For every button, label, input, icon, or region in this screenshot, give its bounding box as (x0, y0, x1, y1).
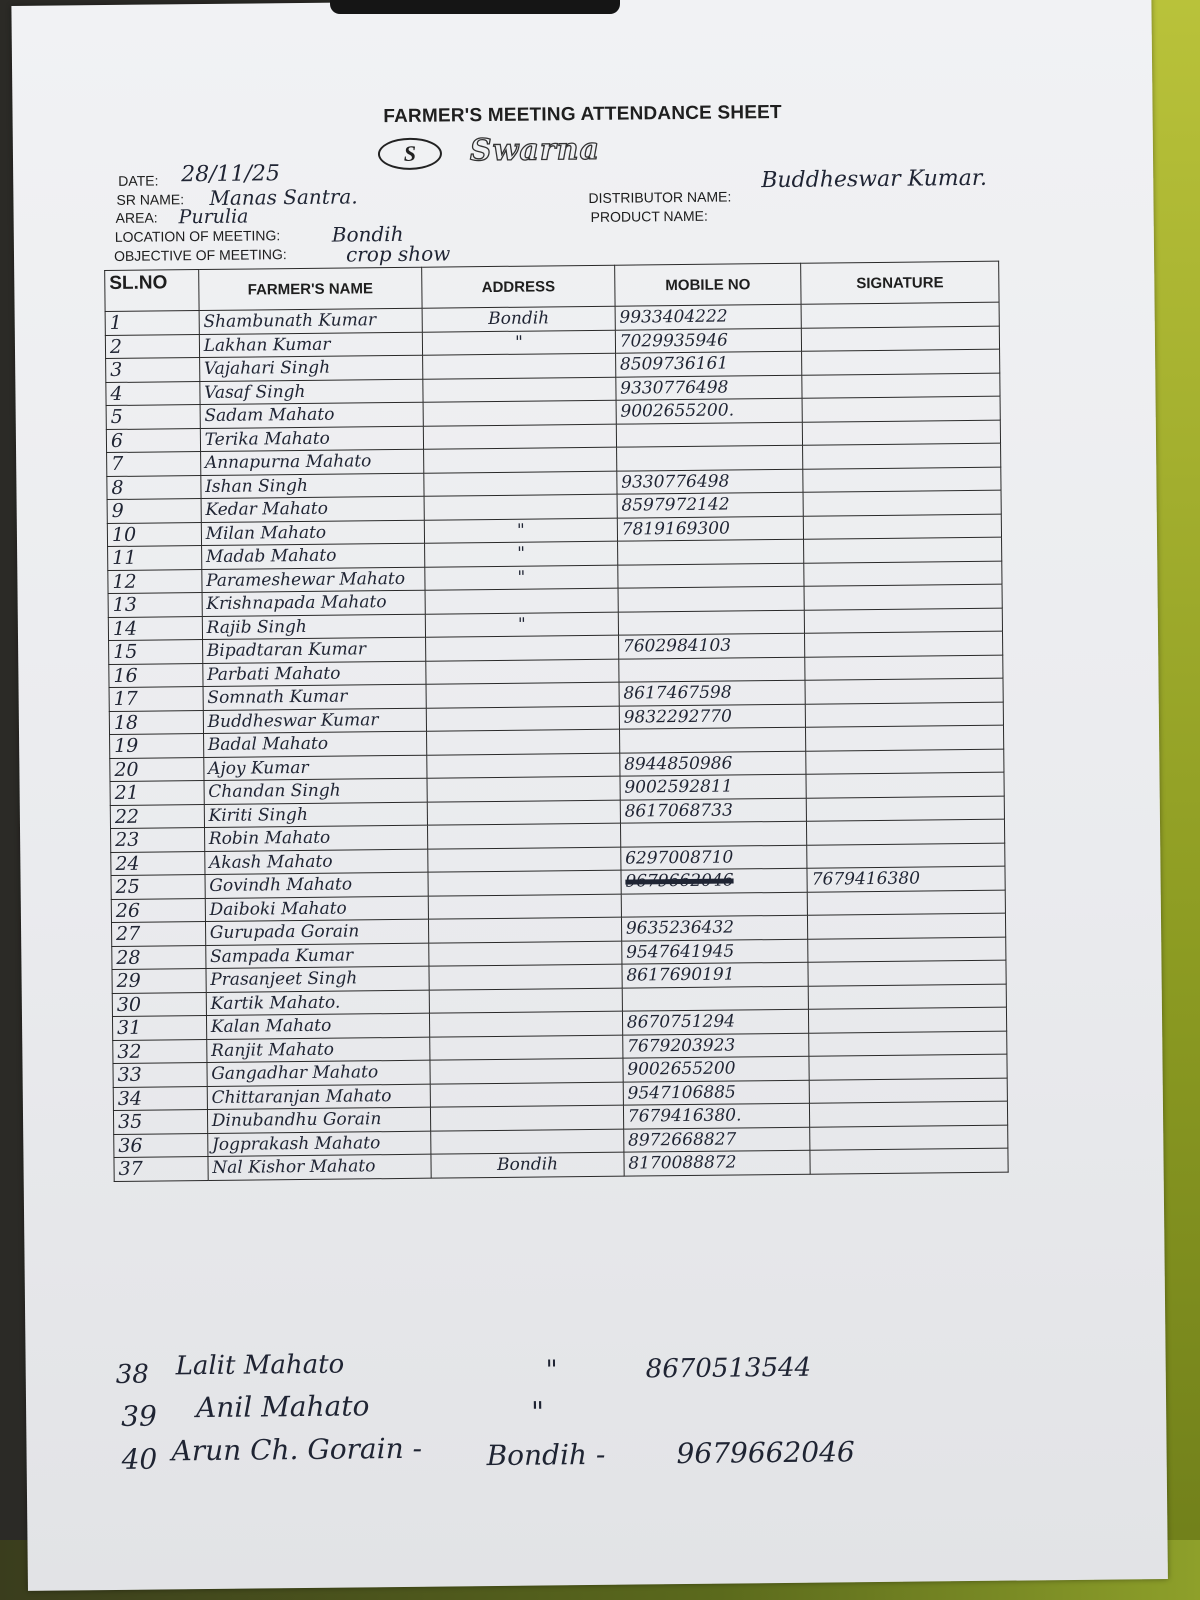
row-address (423, 400, 616, 426)
area-value: Purulia (178, 205, 249, 229)
row-mobile: 7679416380. (623, 1103, 810, 1128)
row-farmer-name: Kiriti Singh (204, 802, 428, 828)
row-address (430, 1082, 623, 1108)
row-signature (802, 349, 1000, 375)
row-signature: 7679416380 (807, 866, 1005, 892)
row-sl-number: 34 (113, 1086, 207, 1110)
attendance-sheet (11, 0, 1168, 1591)
row-mobile: 9832292770 (619, 704, 806, 729)
row-mobile (618, 586, 805, 611)
row-farmer-name: Ajoy Kumar (203, 755, 427, 781)
row-address: Bondih (431, 1152, 624, 1178)
row-mobile: 8509736161 (615, 351, 802, 376)
row-address (427, 729, 620, 755)
row-signature (802, 373, 1000, 399)
distributor-label: DISTRIBUTOR NAME: (588, 188, 732, 206)
row-sl-number: 25 (111, 875, 205, 899)
row-signature (804, 537, 1002, 563)
row-sl-number: 29 (112, 969, 206, 993)
column-header-mobile: MOBILE NO (614, 263, 801, 306)
row-signature (810, 1125, 1008, 1151)
row-address (430, 1035, 623, 1061)
clipboard-clip (330, 0, 620, 14)
row-mobile: 8170088872 (624, 1150, 811, 1175)
row-sl-number: 2 (105, 334, 199, 358)
extra-farmer-name: Anil Mahato (195, 1389, 370, 1425)
row-mobile: 8972668827 (623, 1127, 810, 1152)
row-signature (803, 490, 1001, 516)
row-address (429, 988, 622, 1014)
row-address (424, 447, 617, 473)
row-signature (805, 631, 1003, 657)
row-signature (803, 443, 1001, 469)
distributor-value: Buddheswar Kumar. (761, 165, 988, 194)
row-signature (805, 702, 1003, 728)
row-farmer-name: Prasanjeet Singh (206, 966, 430, 992)
sr-name-label: SR NAME: (116, 191, 185, 208)
row-farmer-name: Kartik Mahato. (206, 990, 430, 1016)
row-farmer-name: Chittaranjan Mahato (207, 1084, 431, 1110)
logo-mark-icon: S (378, 138, 442, 171)
extra-sl-number: 40 (121, 1442, 158, 1476)
row-address (424, 424, 617, 450)
row-sl-number: 8 (107, 475, 201, 499)
row-address (426, 706, 619, 732)
extra-mobile: 9679662046 (676, 1435, 855, 1471)
row-mobile (622, 986, 809, 1011)
row-signature (805, 678, 1003, 704)
row-sl-number: 1 (105, 311, 199, 335)
row-sl-number: 36 (114, 1133, 208, 1157)
row-address (429, 941, 622, 967)
row-farmer-name: Akash Mahato (204, 849, 428, 875)
row-mobile: 9002655200 (623, 1056, 810, 1081)
row-sl-number: 32 (113, 1039, 207, 1063)
row-address (430, 1011, 623, 1037)
row-sl-number: 15 (109, 640, 203, 664)
column-header-signature: SIGNATURE (801, 261, 999, 304)
row-signature (808, 937, 1006, 963)
row-mobile: 9330776498 (616, 375, 803, 400)
row-farmer-name: Milan Mahato (201, 520, 425, 546)
row-address (426, 682, 619, 708)
row-address (431, 1129, 624, 1155)
row-signature (806, 772, 1004, 798)
row-farmer-name: Shambunath Kumar (199, 308, 423, 334)
row-address: Bondih (422, 306, 615, 332)
row-sl-number: 19 (110, 734, 204, 758)
row-farmer-name: Kedar Mahato (201, 496, 425, 522)
row-sl-number: 28 (112, 945, 206, 969)
column-header-name: FARMER'S NAME (198, 267, 422, 310)
row-signature (801, 302, 999, 328)
extra-sl-number: 38 (115, 1359, 149, 1390)
row-farmer-name: Somnath Kumar (203, 684, 427, 710)
row-signature (810, 1148, 1008, 1174)
row-sl-number: 6 (106, 428, 200, 452)
row-address: " (425, 612, 618, 638)
row-address (427, 753, 620, 779)
row-signature (809, 1078, 1007, 1104)
row-address (431, 1105, 624, 1131)
row-signature (806, 749, 1004, 775)
row-mobile: 7602984103 (618, 633, 805, 658)
row-signature (808, 984, 1006, 1010)
row-mobile: 9547106885 (623, 1080, 810, 1105)
row-sl-number: 3 (106, 358, 200, 382)
row-farmer-name: Jogprakash Mahato (207, 1131, 431, 1157)
product-label: PRODUCT NAME: (590, 207, 708, 225)
row-signature (807, 843, 1005, 869)
location-label: LOCATION OF MEETING: (114, 227, 281, 245)
row-sl-number: 17 (109, 687, 203, 711)
row-address: " (423, 330, 616, 356)
row-farmer-name: Rajib Singh (202, 614, 426, 640)
attendance-table (104, 261, 1008, 1182)
row-farmer-name: Bipadtaran Kumar (202, 637, 426, 663)
row-mobile: 8617068733 (620, 798, 807, 823)
row-address (424, 471, 617, 497)
row-farmer-name: Vasaf Singh (200, 379, 424, 405)
row-address: " (425, 565, 618, 591)
row-signature (806, 725, 1004, 751)
row-farmer-name: Ishan Singh (201, 473, 425, 499)
row-mobile: 6297008710 (621, 845, 808, 870)
swarna-logo (358, 131, 678, 174)
row-address (429, 917, 622, 943)
row-address (427, 800, 620, 826)
row-signature (808, 913, 1006, 939)
row-sl-number: 22 (110, 804, 204, 828)
row-signature (809, 1031, 1007, 1057)
row-address (425, 588, 618, 614)
row-farmer-name: Parbati Mahato (203, 661, 427, 687)
row-farmer-name: Nal Kishor Mahato (208, 1154, 432, 1180)
extra-address: " (530, 1395, 545, 1429)
column-header-sl: SL.NO (105, 270, 199, 312)
row-mobile: 9002592811 (620, 774, 807, 799)
row-address (424, 494, 617, 520)
row-mobile: 8597972142 (617, 492, 804, 517)
row-address (428, 847, 621, 873)
row-signature (803, 514, 1001, 540)
row-address (426, 635, 619, 661)
row-sl-number: 27 (111, 922, 205, 946)
row-sl-number: 13 (108, 593, 202, 617)
row-farmer-name: Sadam Mahato (200, 402, 424, 428)
objective-label: OBJECTIVE OF MEETING: (113, 246, 287, 264)
row-signature (804, 608, 1002, 634)
row-mobile: 7679203923 (623, 1033, 810, 1058)
row-farmer-name: Lakhan Kumar (199, 332, 423, 358)
row-address (423, 353, 616, 379)
row-mobile (618, 563, 805, 588)
row-mobile (619, 727, 806, 752)
row-farmer-name: Terika Mahato (200, 426, 424, 452)
row-mobile: 8617690191 (622, 962, 809, 987)
row-address (428, 894, 621, 920)
row-farmer-name: Gurupada Gorain (205, 919, 429, 945)
row-address (430, 1058, 623, 1084)
row-sl-number: 35 (113, 1110, 207, 1134)
extra-mobile: 8670513544 (645, 1352, 812, 1385)
row-sl-number: 9 (107, 499, 201, 523)
row-address (423, 377, 616, 403)
row-farmer-name: Vajahari Singh (199, 355, 423, 381)
row-address: " (425, 541, 618, 567)
row-signature (804, 584, 1002, 610)
row-sl-number: 30 (112, 992, 206, 1016)
row-mobile (621, 892, 808, 917)
row-signature (808, 960, 1006, 986)
table-body (105, 302, 1008, 1181)
row-sl-number: 16 (109, 663, 203, 687)
row-mobile (617, 539, 804, 564)
row-address (428, 870, 621, 896)
row-sl-number: 10 (107, 522, 201, 546)
row-address (427, 776, 620, 802)
logo-wordmark: Swarna (469, 131, 601, 169)
row-mobile: 9635236432 (621, 915, 808, 940)
row-mobile: 9933404222 (615, 304, 802, 329)
row-farmer-name: Robin Mahato (204, 825, 428, 851)
row-signature (802, 396, 1000, 422)
row-farmer-name: Sampada Kumar (205, 943, 429, 969)
row-signature (803, 420, 1001, 446)
row-address (429, 964, 622, 990)
row-sl-number: 23 (111, 828, 205, 852)
row-mobile: 8944850986 (620, 751, 807, 776)
extra-sl-number: 39 (120, 1399, 157, 1433)
extra-address: " (545, 1355, 558, 1386)
row-sl-number: 18 (109, 710, 203, 734)
row-mobile (620, 821, 807, 846)
row-farmer-name: Parameshewar Mahato (202, 567, 426, 593)
row-farmer-name: Ranjit Mahato (206, 1037, 430, 1063)
row-signature (807, 819, 1005, 845)
row-sl-number: 21 (110, 781, 204, 805)
row-mobile: 9679662046 (621, 868, 808, 893)
row-signature (805, 655, 1003, 681)
extra-farmer-name: Arun Ch. Gorain - (171, 1431, 423, 1468)
row-mobile: 9002655200. (616, 398, 803, 423)
row-farmer-name: Daiboki Mahato (205, 896, 429, 922)
row-address (428, 823, 621, 849)
row-sl-number: 12 (108, 569, 202, 593)
row-mobile: 9330776498 (617, 469, 804, 494)
row-sl-number: 24 (111, 851, 205, 875)
date-label: DATE: (118, 172, 159, 189)
row-address: " (425, 518, 618, 544)
row-sl-number: 37 (114, 1157, 208, 1181)
row-mobile: 7029935946 (615, 328, 802, 353)
row-farmer-name: Gangadhar Mahato (207, 1060, 431, 1086)
area-label: AREA: (115, 209, 158, 226)
row-farmer-name: Annapurna Mahato (200, 449, 424, 475)
row-signature (809, 1007, 1007, 1033)
row-sl-number: 5 (106, 405, 200, 429)
row-sl-number: 33 (113, 1063, 207, 1087)
row-mobile (618, 610, 805, 635)
row-sl-number: 20 (110, 757, 204, 781)
extra-address: Bondih - (486, 1437, 606, 1473)
row-signature (807, 890, 1005, 916)
row-address (426, 659, 619, 685)
row-sl-number: 31 (112, 1016, 206, 1040)
row-mobile (616, 422, 803, 447)
row-mobile: 9547641945 (622, 939, 809, 964)
row-signature (804, 561, 1002, 587)
row-sl-number: 11 (108, 546, 202, 570)
location-value: Bondih (331, 221, 404, 247)
row-sl-number: 4 (106, 381, 200, 405)
row-farmer-name: Buddheswar Kumar (203, 708, 427, 734)
extra-farmer-name: Lalit Mahato (175, 1349, 345, 1382)
row-mobile (619, 657, 806, 682)
row-farmer-name: Badal Mahato (203, 731, 427, 757)
row-sl-number: 14 (108, 616, 202, 640)
row-mobile: 8617467598 (619, 680, 806, 705)
row-farmer-name: Dinubandhu Gorain (207, 1107, 431, 1133)
row-signature (802, 326, 1000, 352)
row-sl-number: 26 (111, 898, 205, 922)
row-mobile: 8670751294 (622, 1009, 809, 1034)
sheet-title: FARMER'S MEETING ATTENDANCE SHEET (383, 101, 782, 128)
row-mobile (616, 445, 803, 470)
row-farmer-name: Chandan Singh (204, 778, 428, 804)
row-signature (809, 1054, 1007, 1080)
row-signature (803, 467, 1001, 493)
column-header-address: ADDRESS (422, 265, 615, 308)
row-sl-number: 7 (107, 452, 201, 476)
sr-name-value: Manas Santra. (209, 184, 358, 210)
row-mobile: 7819169300 (617, 516, 804, 541)
objective-value: crop show (345, 241, 451, 267)
row-signature (806, 796, 1004, 822)
row-signature (810, 1101, 1008, 1127)
date-value: 28/11/25 (181, 161, 281, 188)
row-farmer-name: Govindh Mahato (205, 872, 429, 898)
row-farmer-name: Krishnapada Mahato (202, 590, 426, 616)
row-farmer-name: Kalan Mahato (206, 1013, 430, 1039)
row-farmer-name: Madab Mahato (201, 543, 425, 569)
